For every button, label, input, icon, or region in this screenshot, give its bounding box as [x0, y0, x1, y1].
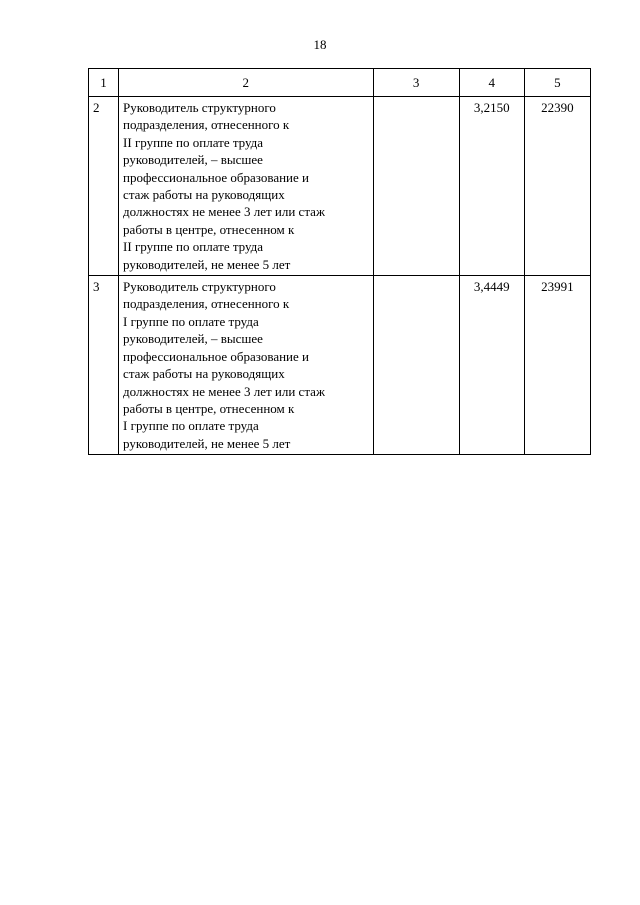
description-line: руководителей, – высшее [123, 152, 263, 168]
empty-cell [373, 97, 459, 276]
description-line: II группе по оплате труда [123, 239, 264, 255]
coefficient-cell: 3,4449 [459, 276, 524, 455]
description-line: I группе по оплате труда [123, 418, 259, 434]
description-line: стаж работы на руководящих [123, 366, 285, 382]
salary-cell: 22390 [524, 97, 590, 276]
description-line: работы в центре, отнесенном к [123, 400, 295, 416]
description-line: стаж работы на руководящих [123, 187, 285, 203]
row-index-cell: 3 [89, 276, 119, 455]
header-cell-3: 3 [373, 69, 459, 97]
description-line: профессиональное образование и [123, 348, 309, 364]
description-line: должностях не менее 3 лет или стаж [123, 383, 325, 399]
coefficient-cell: 3,2150 [459, 97, 524, 276]
description-line: руководителей, – высшее [123, 331, 263, 347]
description-line: II группе по оплате труда [123, 134, 264, 150]
table-header-row [89, 69, 591, 97]
table-row [89, 97, 591, 276]
description-line: руководителей, не менее 5 лет [123, 256, 291, 272]
header-cell-5: 5 [524, 69, 590, 97]
header-cell-4: 4 [459, 69, 524, 97]
position-description-cell [119, 276, 374, 455]
table-row [89, 276, 591, 455]
description-line: подразделения, отнесенного к [123, 117, 290, 133]
salary-cell: 23991 [524, 276, 590, 455]
row-index-cell: 2 [89, 97, 119, 276]
description-line: Руководитель структурного [123, 279, 276, 295]
position-description-cell [119, 97, 374, 276]
description-line: профессиональное образование и [123, 169, 309, 185]
description-line: Руководитель структурного [123, 100, 276, 115]
header-cell-2: 2 [119, 69, 374, 97]
page-number: 18 [313, 37, 327, 52]
description-line: руководителей, не менее 5 лет [123, 435, 291, 451]
empty-cell [373, 276, 459, 455]
salary-table [88, 68, 591, 455]
description-line: подразделения, отнесенного к [123, 296, 290, 312]
description-line: должностях не менее 3 лет или стаж [123, 204, 325, 220]
description-line: I группе по оплате труда [123, 313, 259, 329]
description-line: работы в центре, отнесенном к [123, 221, 295, 237]
header-cell-1: 1 [89, 69, 119, 97]
